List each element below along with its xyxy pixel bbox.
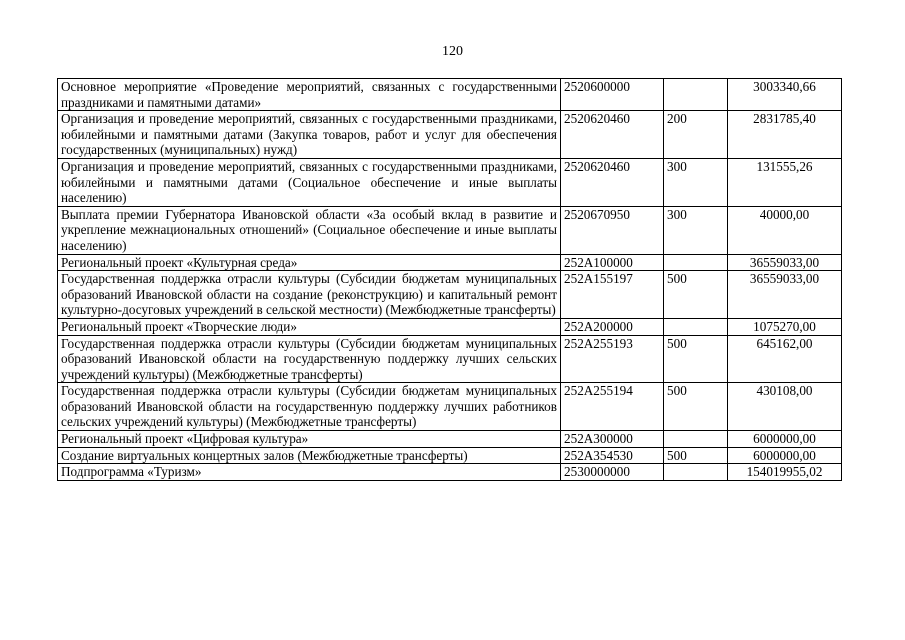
- row-target-code: 252A100000: [561, 254, 664, 271]
- row-name: Организация и проведение мероприятий, связанных с государственными праздниками, юбилейными и памятными датами (Социальное обеспечение и иные выплаты населению): [58, 158, 561, 206]
- row-amount: 1075270,00: [728, 318, 842, 335]
- row-amount: 6000000,00: [728, 431, 842, 448]
- row-target-code: 252A255193: [561, 335, 664, 383]
- table-row: [58, 464, 842, 481]
- row-target-code: 252A200000: [561, 318, 664, 335]
- row-amount: 40000,00: [728, 206, 842, 254]
- row-expense-type: [664, 254, 728, 271]
- row-name: Основное мероприятие «Проведение мероприятий, связанных с государственными праздниками и памятными датами»: [58, 79, 561, 111]
- row-expense-type: [664, 431, 728, 448]
- row-amount: 645162,00: [728, 335, 842, 383]
- table-row: [58, 254, 842, 271]
- row-name: Региональный проект «Цифровая культура»: [58, 431, 561, 448]
- page-number: 120: [442, 44, 463, 59]
- table-row: [58, 158, 842, 206]
- row-amount: 154019955,02: [728, 464, 842, 481]
- row-expense-type: 500: [664, 271, 728, 319]
- table-row: [58, 383, 842, 431]
- row-expense-type: 200: [664, 111, 728, 159]
- row-target-code: 252A300000: [561, 431, 664, 448]
- row-target-code: 2520620460: [561, 158, 664, 206]
- table-row: [58, 271, 842, 319]
- row-amount: 6000000,00: [728, 447, 842, 464]
- row-expense-type: 500: [664, 447, 728, 464]
- row-expense-type: 500: [664, 383, 728, 431]
- row-name: Организация и проведение мероприятий, связанных с государственными праздниками, юбилейными и памятными датами (Закупка товаров, работ и услуг для обеспечения государственных (муниципальных) нужд): [58, 111, 561, 159]
- table-row: [58, 335, 842, 383]
- row-target-code: 2520620460: [561, 111, 664, 159]
- row-name: Подпрограмма «Туризм»: [58, 464, 561, 481]
- row-amount: 131555,26: [728, 158, 842, 206]
- row-amount: 36559033,00: [728, 254, 842, 271]
- row-expense-type: [664, 79, 728, 111]
- row-target-code: 252A255194: [561, 383, 664, 431]
- row-name: Государственная поддержка отрасли культуры (Субсидии бюджетам муниципальных образований Ивановской области на государственную поддержку лучших работников сельских учреждений культуры) (Межбюджетные трансферты): [58, 383, 561, 431]
- row-target-code: 252A354530: [561, 447, 664, 464]
- row-expense-type: 300: [664, 206, 728, 254]
- row-name: Региональный проект «Культурная среда»: [58, 254, 561, 271]
- table-row: [58, 111, 842, 159]
- table-row: [58, 431, 842, 448]
- row-target-code: 2520600000: [561, 79, 664, 111]
- row-name: Государственная поддержка отрасли культуры (Субсидии бюджетам муниципальных образований Ивановской области на государственную поддержку лучших сельских учреждений культуры) (Межбюджетные трансферты): [58, 335, 561, 383]
- row-expense-type: 500: [664, 335, 728, 383]
- row-name: Государственная поддержка отрасли культуры (Субсидии бюджетам муниципальных образований Ивановской области на создание (реконструкцию) и капитальный ремонт культурно-досуговых учреждений в сельской местности) (Межбюджетные трансферты): [58, 271, 561, 319]
- row-name: Региональный проект «Творческие люди»: [58, 318, 561, 335]
- table-row: [58, 79, 842, 111]
- row-target-code: 252A155197: [561, 271, 664, 319]
- row-name: Создание виртуальных концертных залов (Межбюджетные трансферты): [58, 447, 561, 464]
- row-amount: 2831785,40: [728, 111, 842, 159]
- table-row: [58, 318, 842, 335]
- row-amount: 3003340,66: [728, 79, 842, 111]
- row-expense-type: [664, 318, 728, 335]
- budget-table: [57, 78, 842, 481]
- table-row: [58, 447, 842, 464]
- row-amount: 430108,00: [728, 383, 842, 431]
- table-row: [58, 206, 842, 254]
- row-target-code: 2520670950: [561, 206, 664, 254]
- row-name: Выплата премии Губернатора Ивановской области «За особый вклад в развитие и укрепление межнациональных отношений» (Социальное обеспечение и иные выплаты населению): [58, 206, 561, 254]
- row-expense-type: 300: [664, 158, 728, 206]
- row-target-code: 2530000000: [561, 464, 664, 481]
- row-expense-type: [664, 464, 728, 481]
- row-amount: 36559033,00: [728, 271, 842, 319]
